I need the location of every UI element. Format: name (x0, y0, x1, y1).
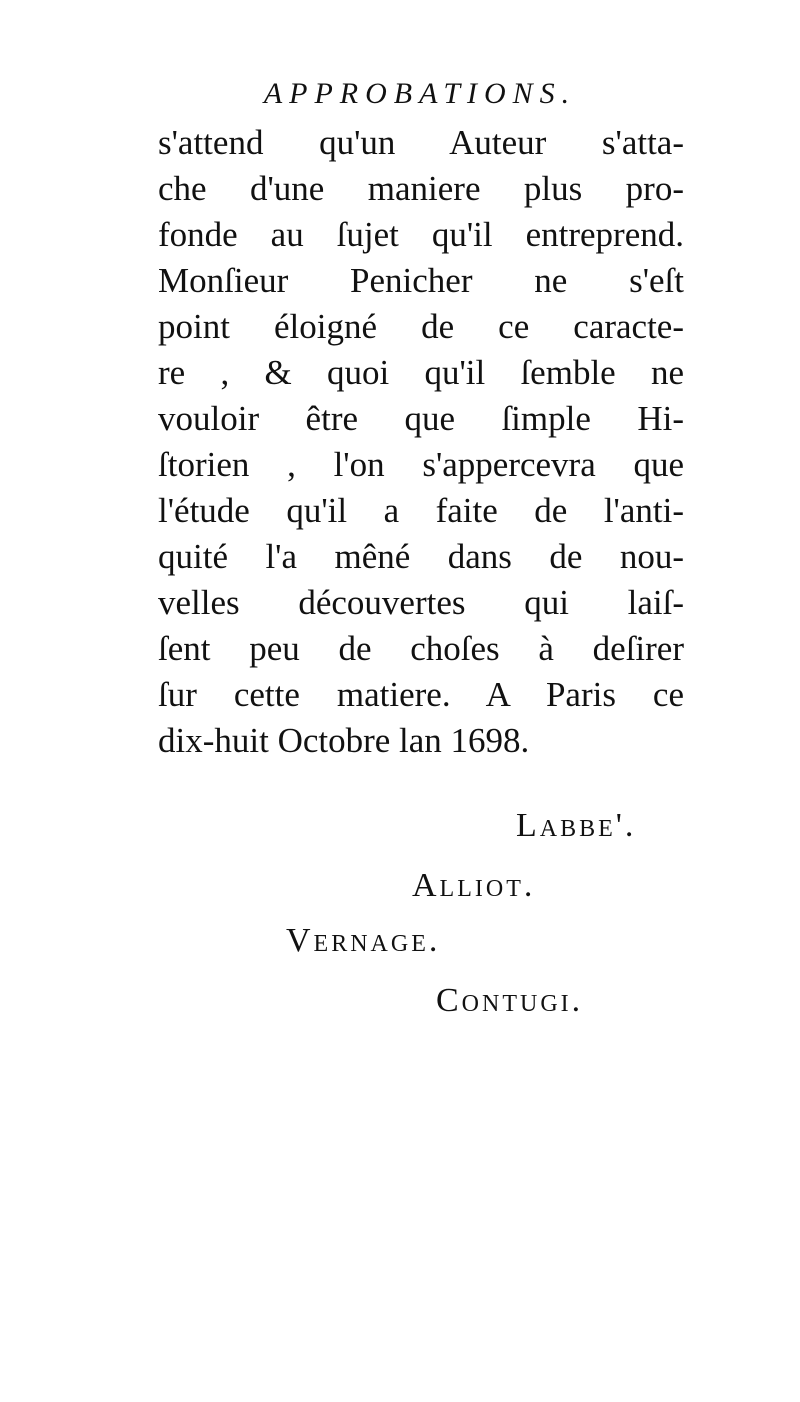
text-line: che d'une maniere plus pro- (158, 169, 684, 208)
running-head: APPROBATIONS. (263, 77, 577, 110)
text-line: l'étude qu'il a faite de l'anti- (158, 491, 684, 530)
approbation-text (158, 120, 684, 764)
text-line: Monſieur Penicher ne s'eſt (158, 261, 684, 300)
signature-contugi: Contugi. (436, 982, 584, 1019)
text-line: point éloigné de ce caracte- (158, 307, 684, 346)
text-line: re , & quoi qu'il ſemble ne (158, 353, 684, 392)
text-line: velles découvertes qui laiſ- (158, 583, 684, 622)
text-line: quité l'a mêné dans de nou- (158, 537, 684, 576)
signature-vernage: Vernage. (286, 922, 441, 959)
text-line: s'attend qu'un Auteur s'atta- (158, 123, 684, 162)
text-line: dix-huit Octobre lan 1698. (158, 721, 530, 760)
text-line: ſent peu de choſes à deſirer (158, 629, 684, 668)
signature-labbe: Labbe'. (516, 807, 637, 844)
text-line: vouloir être que ſimple Hi- (158, 399, 684, 438)
text-line: ſur cette matiere. A Paris ce (158, 675, 684, 714)
signature-alliot: Alliot. (412, 867, 536, 904)
text-line: fonde au ſujet qu'il entreprend. (158, 215, 684, 254)
text-line: ſtorien , l'on s'appercevra que (158, 445, 684, 484)
